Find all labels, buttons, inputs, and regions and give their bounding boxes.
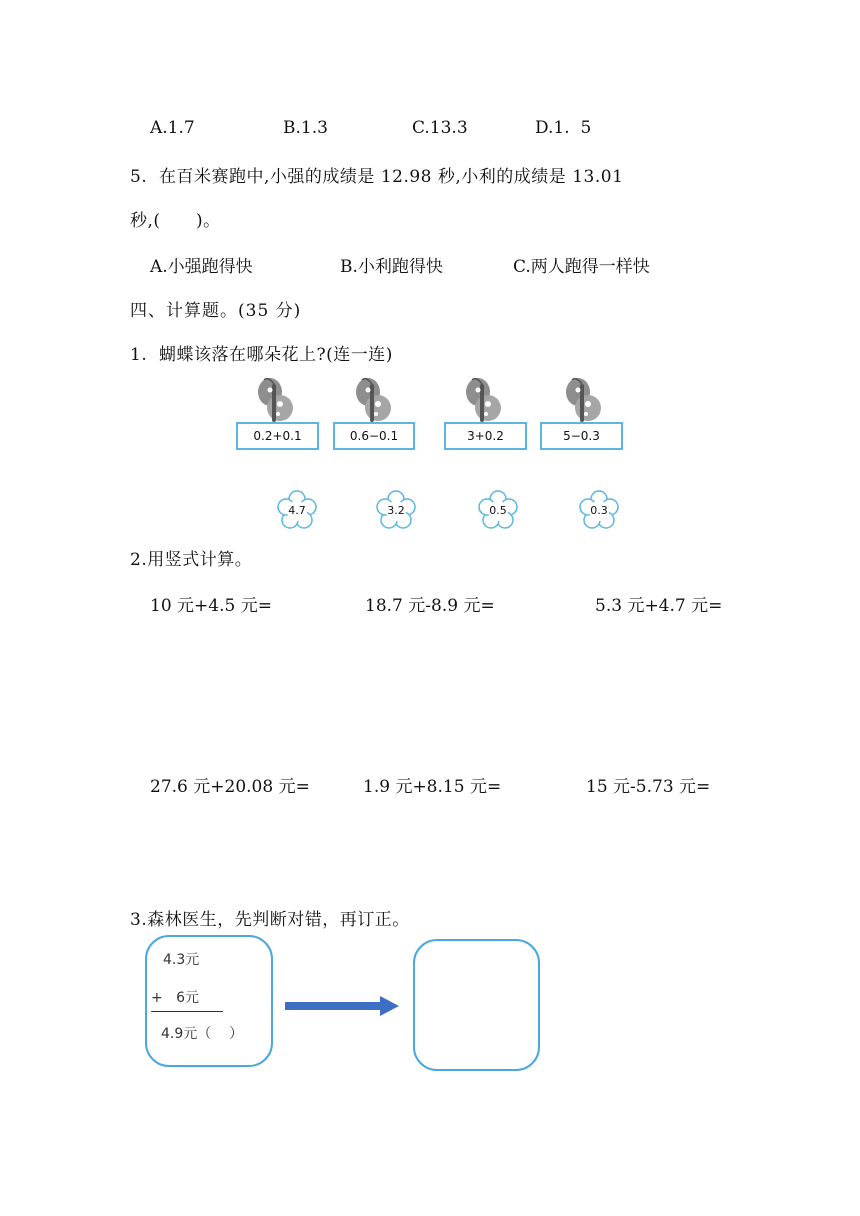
expression-box: 0.6−0.1 — [333, 422, 415, 450]
calc-problem: 1.9 元+8.15 元= — [363, 777, 502, 797]
q1-title: 1. 蝴蝶该落在哪朵花上?(连一连) — [130, 345, 393, 365]
flower-value: 0.5 — [489, 503, 507, 517]
butterfly-icon — [254, 376, 298, 426]
expression-box: 0.2+0.1 — [236, 422, 319, 450]
calc-problem: 15 元-5.73 元= — [586, 777, 711, 797]
correction-box[interactable] — [413, 939, 540, 1071]
q4-option-d: D.1. 5 — [535, 118, 592, 138]
q4-option-a: A.1.7 — [150, 118, 195, 138]
problem-box — [145, 935, 273, 1067]
flower-value: 0.3 — [590, 503, 608, 517]
flower-value: 3.2 — [387, 503, 405, 517]
q2-title: 2.用竖式计算。 — [130, 550, 253, 570]
calc-problem: 27.6 元+20.08 元= — [150, 777, 310, 797]
butterfly-icon — [562, 376, 606, 426]
q5-option-b: B.小利跑得快 — [340, 257, 443, 277]
butterfly-icon — [352, 376, 396, 426]
expression-box: 5−0.3 — [540, 422, 623, 450]
calc-problem: 18.7 元-8.9 元= — [365, 596, 495, 616]
addend-bottom: + 6元 — [151, 990, 199, 1006]
q5-option-c: C.两人跑得一样快 — [513, 257, 650, 277]
q5-text-line2: 秒,( )。 — [130, 211, 221, 231]
flower-value: 4.7 — [288, 503, 306, 517]
arrow-right-icon — [284, 995, 400, 1017]
q5-option-a: A.小强跑得快 — [150, 257, 253, 277]
calc-problem: 10 元+4.5 元= — [150, 596, 272, 616]
q3-title: 3.森林医生，先判断对错，再订正。 — [130, 910, 410, 930]
addend-top: 4.3元 — [163, 952, 200, 968]
sum-result: 4.9元（ ） — [161, 1026, 244, 1042]
q4-option-b: B.1.3 — [283, 118, 328, 138]
expression-box: 3+0.2 — [444, 422, 527, 450]
butterfly-icon — [462, 376, 506, 426]
q4-option-c: C.13.3 — [412, 118, 468, 138]
sum-line — [151, 1011, 223, 1012]
calc-problem: 5.3 元+4.7 元= — [595, 596, 723, 616]
q5-text-line1: 5. 在百米赛跑中,小强的成绩是 12.98 秒,小利的成绩是 13.01 — [130, 167, 624, 187]
section4-title: 四、计算题。(35 分) — [130, 301, 302, 321]
